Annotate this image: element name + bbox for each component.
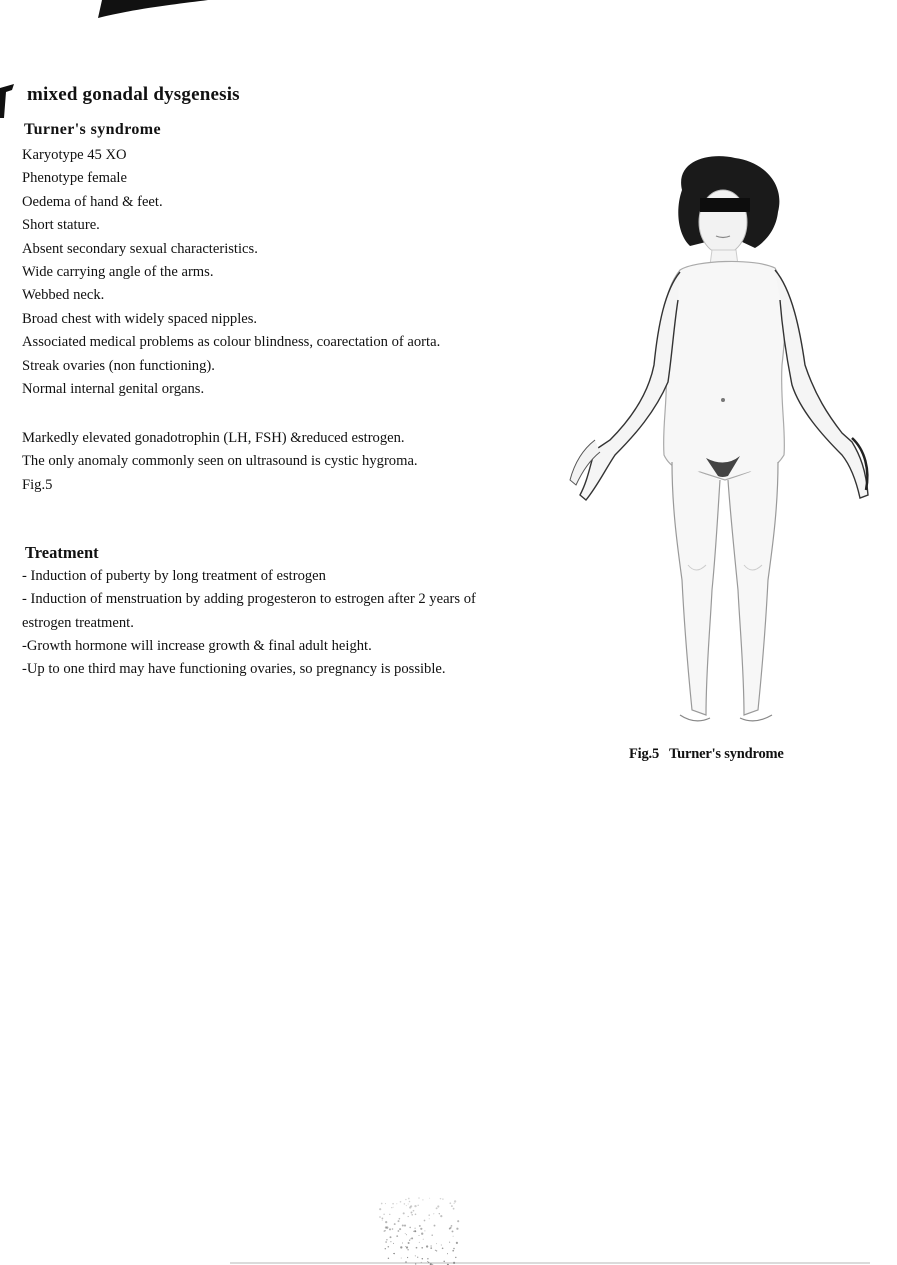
feature-line: Normal internal genital organs. [22,381,205,398]
notes-list [22,427,418,497]
treatment-title: Treatment [25,543,99,562]
treatment-line: -Up to one third may have functioning ovaries, so pregnancy is possible. [22,661,446,678]
scan-specks [360,1188,480,1265]
feature-line: Short stature. [22,217,100,234]
feature-line: Streak ovaries (non functioning). [22,357,215,374]
scan-artifact-left [0,84,14,118]
figure-torso [663,261,785,480]
treatment-line: -Growth hormone will increase growth & final adult height. [22,637,372,654]
feature-list [22,144,440,401]
figure-eye-bar [700,198,750,212]
feature-line: Associated medical problems as colour blindness, coarectation of aorta. [22,334,441,351]
scan-artifact-top [98,0,208,18]
figure-left-leg [672,462,720,715]
figure-caption-text: Turner's syndrome [669,746,784,762]
figure-right-leg [728,462,778,715]
scan-artifact-bottom-line [230,1262,870,1264]
treatment-line: estrogen treatment. [22,614,134,631]
feature-line: Oedema of hand & feet. [22,193,163,210]
feature-line: Wide carrying angle of the arms. [22,264,214,281]
note-line: Markedly elevated gonadotrophin (LH, FSH) &reduced estrogen. [22,430,405,446]
treatment-line: - Induction of menstruation by adding progesteron to estrogen after 2 years of [22,591,476,608]
figure-right-arm [775,270,868,498]
document-heading: mixed gonadal dysgenesis [27,84,240,105]
treatment-line: - Induction of puberty by long treatment of estrogen [22,568,326,584]
section-title-turners: Turner's syndrome [24,121,162,138]
feature-line: Absent secondary sexual characteristics. [22,240,258,257]
figure-left-arm [580,272,680,500]
figure-illustration [560,150,890,740]
note-line: The only anomaly commonly seen on ultrasound is cystic hygroma. [22,453,418,470]
treatment-list [22,565,476,681]
note-line-figure-ref: Fig.5 [22,476,53,493]
figure-caption [629,746,784,763]
figure-caption-label: Fig.5 [629,746,660,762]
feature-line: Phenotype female [22,170,127,187]
feature-line: Broad chest with widely spaced nipples. [22,310,258,327]
feature-line: Karyotype 45 XO [22,147,127,163]
feature-line: Webbed neck. [22,287,105,304]
